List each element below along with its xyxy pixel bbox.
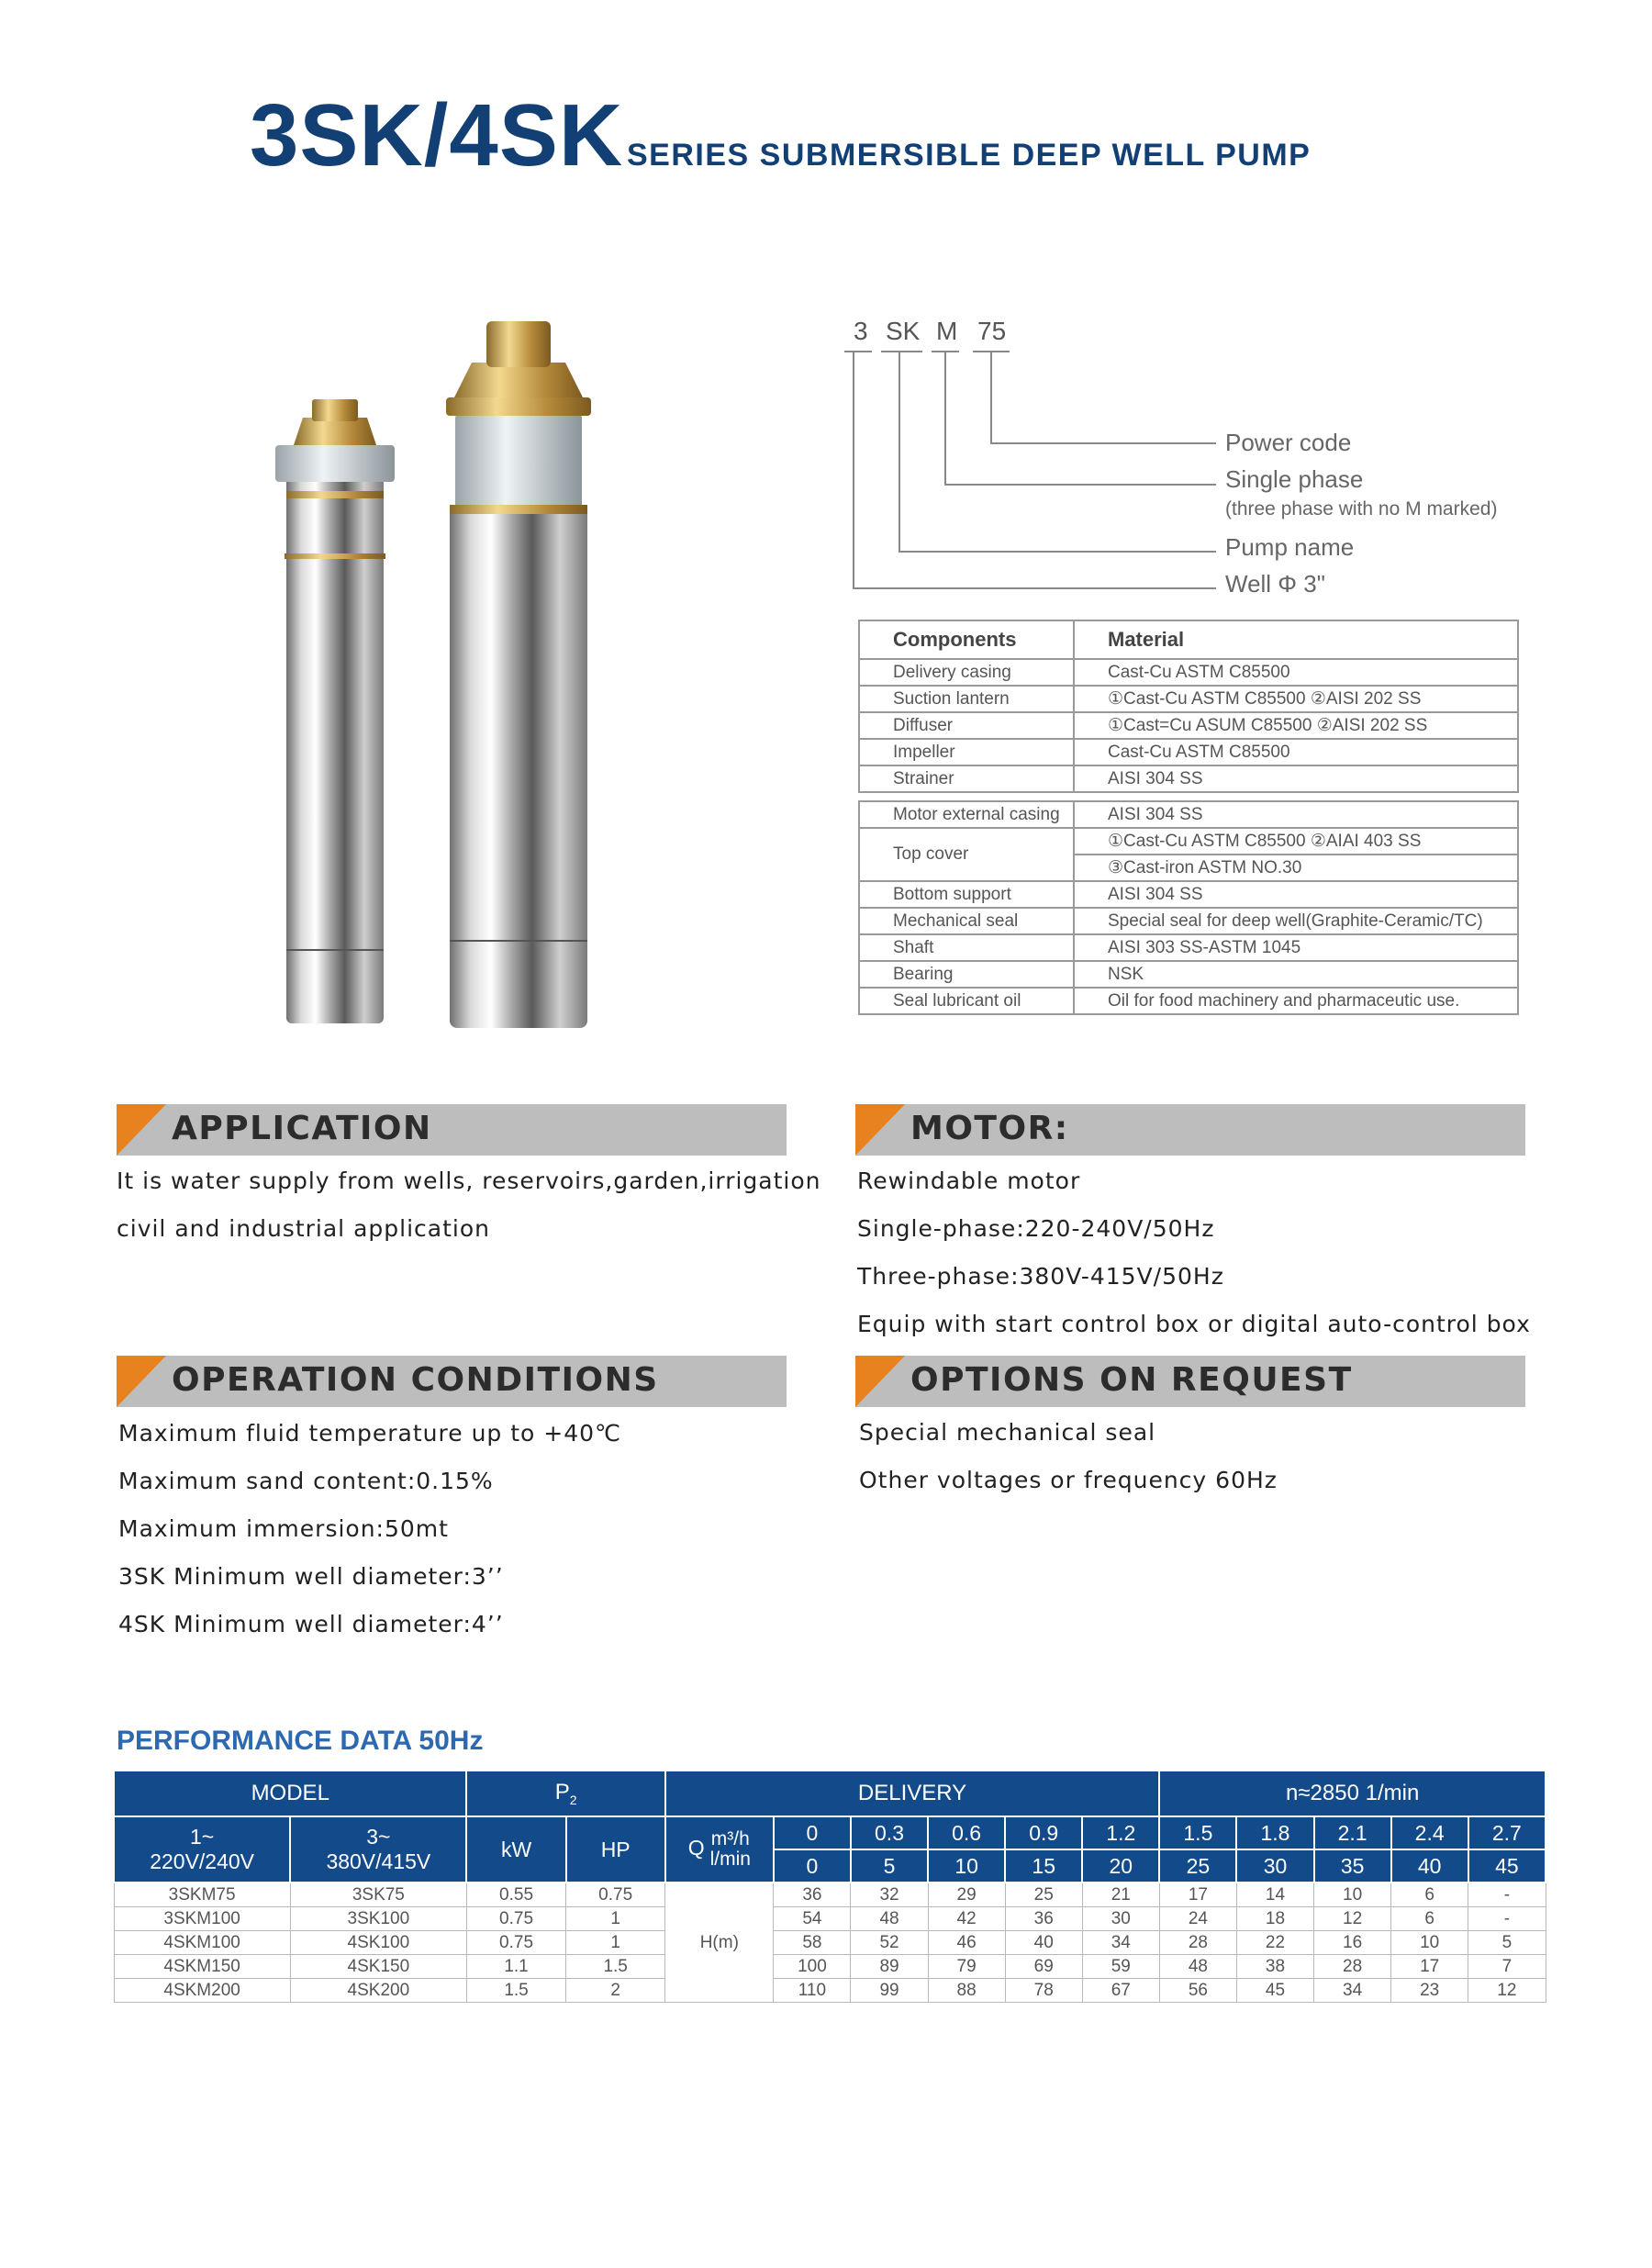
lmin-label: l/min <box>709 1849 751 1870</box>
application-line: civil and industrial application <box>117 1215 490 1242</box>
motor-line: Rewindable motor <box>857 1168 1081 1194</box>
model-3ph: 4SK150 <box>290 1955 466 1979</box>
head-value: 30 <box>1082 1907 1159 1931</box>
code-label-well: Well Φ 3" <box>1225 570 1325 598</box>
flow-m3h: 0 <box>774 1816 851 1849</box>
component-material: AISI 304 SS <box>1074 801 1518 828</box>
power-hp: 0.75 <box>566 1883 665 1907</box>
component-material: ①Cast=Cu ASUM C85500 ②AISI 202 SS <box>1074 712 1518 739</box>
head-value: 10 <box>1391 1931 1468 1955</box>
model-1ph: 3SKM100 <box>114 1907 290 1931</box>
performance-title: PERFORMANCE DATA 50Hz <box>117 1726 484 1756</box>
components-col-header: Components <box>859 620 1074 659</box>
head-value: 40 <box>1005 1931 1082 1955</box>
power-hp: 2 <box>566 1979 665 2003</box>
table-row <box>859 712 1518 739</box>
q-label: Q <box>687 1836 705 1860</box>
p2-header <box>466 1771 664 1816</box>
head-value: 69 <box>1005 1955 1082 1979</box>
head-value: 24 <box>1159 1907 1236 1931</box>
model-1ph: 4SKM100 <box>114 1931 290 1955</box>
power-kw: 1.1 <box>466 1955 565 1979</box>
head-value: 42 <box>928 1907 1005 1931</box>
motor-line: Three-phase:380V-415V/50Hz <box>857 1263 1224 1290</box>
model-header: MODEL <box>114 1771 466 1816</box>
power-kw: 1.5 <box>466 1979 565 2003</box>
component-material: Special seal for deep well(Graphite-Ceramic/TC) <box>1074 908 1518 934</box>
component-name: Impeller <box>859 739 1074 765</box>
component-name: Suction lantern <box>859 686 1074 712</box>
table-row <box>859 739 1518 765</box>
head-value: 23 <box>1391 1979 1468 2003</box>
model-code-lines <box>844 317 1542 610</box>
code-label-phase-note: (three phase with no M marked) <box>1225 498 1498 520</box>
model-3ph: 4SK100 <box>290 1931 466 1955</box>
model-3ph: 3SK75 <box>290 1883 466 1907</box>
flow-lmin: 10 <box>928 1849 1005 1883</box>
component-name: Strainer <box>859 765 1074 792</box>
component-material: Oil for food machinery and pharmaceutic use. <box>1074 988 1518 1014</box>
perf-header-row-2 <box>114 1816 1546 1849</box>
head-value: 18 <box>1236 1907 1313 1931</box>
flow-m3h: 1.2 <box>1082 1816 1159 1849</box>
head-value: 6 <box>1391 1883 1468 1907</box>
flow-lmin: 0 <box>774 1849 851 1883</box>
m3h-label: m³/h <box>710 1827 750 1849</box>
table-row <box>114 1931 1546 1955</box>
component-name: Top cover <box>859 828 1074 881</box>
head-value: 21 <box>1082 1883 1159 1907</box>
flow-m3h: 0.3 <box>851 1816 928 1849</box>
perf-header-row-1 <box>114 1771 1546 1816</box>
head-value: 34 <box>1082 1931 1159 1955</box>
component-material: AISI 304 SS <box>1074 881 1518 908</box>
head-value: 56 <box>1159 1979 1236 2003</box>
code-letter-phase: M <box>936 317 958 345</box>
delivery-header: DELIVERY <box>665 1771 1160 1816</box>
power-hp: 1.5 <box>566 1955 665 1979</box>
head-value: 17 <box>1391 1955 1468 1979</box>
components-table <box>858 620 1519 1015</box>
orange-flag <box>855 1356 905 1407</box>
motor-heading: MOTOR: <box>910 1110 1069 1147</box>
table-row <box>114 1883 1546 1907</box>
component-name: Diffuser <box>859 712 1074 739</box>
component-material: ①Cast-Cu ASTM C85500 ②AISI 202 SS <box>1074 686 1518 712</box>
code-label-power: Power code <box>1225 429 1352 456</box>
component-material: ①Cast-Cu ASTM C85500 ②AIAI 403 SS <box>1074 828 1518 855</box>
model-1ph: 4SKM150 <box>114 1955 290 1979</box>
flow-m3h: 1.5 <box>1159 1816 1236 1849</box>
head-value: 28 <box>1159 1931 1236 1955</box>
single-phase-voltage: 220V/240V <box>150 1849 255 1873</box>
head-value: 25 <box>1005 1883 1082 1907</box>
head-value: 17 <box>1159 1883 1236 1907</box>
operation-line: 3SK Minimum well diameter:3’’ <box>118 1563 504 1590</box>
head-value: 99 <box>851 1979 928 2003</box>
single-phase-symbol: 1~ <box>190 1825 215 1849</box>
head-value: 32 <box>851 1883 928 1907</box>
head-value: 100 <box>774 1955 851 1979</box>
flow-lmin: 45 <box>1468 1849 1546 1883</box>
component-material: Cast-Cu ASTM C85500 <box>1074 739 1518 765</box>
performance-table <box>113 1770 1546 2003</box>
pump-illustration <box>266 307 606 1060</box>
model-1ph: 4SKM200 <box>114 1979 290 2003</box>
component-name: Bottom support <box>859 881 1074 908</box>
large-pump <box>446 321 591 1028</box>
head-value: 14 <box>1236 1883 1313 1907</box>
head-value: 52 <box>851 1931 928 1955</box>
head-value: 12 <box>1314 1907 1391 1931</box>
flow-lmin: 25 <box>1159 1849 1236 1883</box>
table-gap <box>859 792 1518 801</box>
table-row <box>114 1907 1546 1931</box>
flow-lmin: 40 <box>1391 1849 1468 1883</box>
single-phase-header <box>114 1816 290 1883</box>
component-material: AISI 304 SS <box>1074 765 1518 792</box>
head-value: 22 <box>1236 1931 1313 1955</box>
three-phase-header <box>290 1816 466 1883</box>
head-value: 48 <box>851 1907 928 1931</box>
power-hp: 1 <box>566 1931 665 1955</box>
three-phase-symbol: 3~ <box>366 1825 391 1849</box>
head-value: 16 <box>1314 1931 1391 1955</box>
table-row <box>859 961 1518 988</box>
flow-m3h: 2.1 <box>1314 1816 1391 1849</box>
component-material: NSK <box>1074 961 1518 988</box>
operation-line: Maximum immersion:50mt <box>118 1515 449 1542</box>
model-3ph: 4SK200 <box>290 1979 466 2003</box>
flow-m3h: 1.8 <box>1236 1816 1313 1849</box>
speed-header: n≈2850 1/min <box>1159 1771 1546 1816</box>
p2-label: P <box>554 1780 570 1805</box>
head-value: 58 <box>774 1931 851 1955</box>
head-value: 54 <box>774 1907 851 1931</box>
head-label: H(m) <box>665 1883 774 2003</box>
component-name: Shaft <box>859 934 1074 961</box>
power-kw: 0.55 <box>466 1883 565 1907</box>
head-value: 45 <box>1236 1979 1313 2003</box>
flow-m3h: 0.9 <box>1005 1816 1082 1849</box>
table-gap-cell <box>859 792 1518 801</box>
operation-line: 4SK Minimum well diameter:4’’ <box>118 1611 504 1637</box>
head-value: 12 <box>1468 1979 1546 2003</box>
head-value: 7 <box>1468 1955 1546 1979</box>
model-1ph: 3SKM75 <box>114 1883 290 1907</box>
flow-m3h: 0.6 <box>928 1816 1005 1849</box>
table-row <box>859 881 1518 908</box>
flow-lmin: 35 <box>1314 1849 1391 1883</box>
flow-lmin: 20 <box>1082 1849 1159 1883</box>
components-header-row <box>859 620 1518 659</box>
head-value: 67 <box>1082 1979 1159 2003</box>
head-value: 6 <box>1391 1907 1468 1931</box>
table-row <box>859 908 1518 934</box>
head-value: 34 <box>1314 1979 1391 2003</box>
q-header <box>665 1816 774 1883</box>
kw-header: kW <box>466 1816 565 1883</box>
power-hp: 1 <box>566 1907 665 1931</box>
power-kw: 0.75 <box>466 1907 565 1931</box>
code-letter-pump: SK <box>886 317 921 345</box>
orange-flag <box>117 1104 166 1156</box>
operation-header <box>117 1356 787 1407</box>
application-heading: APPLICATION <box>172 1110 432 1147</box>
motor-line: Equip with start control box or digital auto-control box <box>857 1311 1531 1337</box>
flow-m3h: 2.7 <box>1468 1816 1546 1849</box>
head-value: 46 <box>928 1931 1005 1955</box>
power-kw: 0.75 <box>466 1931 565 1955</box>
options-heading: OPTIONS ON REQUEST <box>910 1361 1353 1399</box>
head-value: - <box>1468 1883 1546 1907</box>
model-3ph: 3SK100 <box>290 1907 466 1931</box>
head-value: 29 <box>928 1883 1005 1907</box>
component-name: Bearing <box>859 961 1074 988</box>
head-value: 36 <box>1005 1907 1082 1931</box>
head-value: - <box>1468 1907 1546 1931</box>
head-value: 28 <box>1314 1955 1391 1979</box>
flow-m3h: 2.4 <box>1391 1816 1468 1849</box>
material-col-header: Material <box>1074 620 1518 659</box>
head-value: 59 <box>1082 1955 1159 1979</box>
small-pump <box>275 399 395 1023</box>
component-name: Mechanical seal <box>859 908 1074 934</box>
table-row <box>114 1955 1546 1979</box>
head-value: 78 <box>1005 1979 1082 2003</box>
table-row <box>859 828 1518 855</box>
operation-line: Maximum sand content:0.15% <box>118 1468 494 1494</box>
component-material: AISI 303 SS-ASTM 1045 <box>1074 934 1518 961</box>
head-value: 36 <box>774 1883 851 1907</box>
component-material: ③Cast-iron ASTM NO.30 <box>1074 855 1518 881</box>
application-header <box>117 1104 787 1156</box>
head-value: 88 <box>928 1979 1005 2003</box>
motor-header <box>855 1104 1525 1156</box>
table-row <box>859 659 1518 686</box>
code-label-pump: Pump name <box>1225 533 1355 561</box>
options-line: Other voltages or frequency 60Hz <box>859 1467 1278 1493</box>
table-row <box>114 1979 1546 2003</box>
page-subtitle: SERIES SUBMERSIBLE DEEP WELL PUMP <box>627 138 1312 173</box>
motor-line: Single-phase:220-240V/50Hz <box>857 1215 1215 1242</box>
application-line: It is water supply from wells, reservoirs,garden,irrigation <box>117 1168 821 1194</box>
head-value: 38 <box>1236 1955 1313 1979</box>
options-header <box>855 1356 1525 1407</box>
table-row <box>859 686 1518 712</box>
operation-line: Maximum fluid temperature up to +40℃ <box>118 1420 622 1447</box>
component-name: Seal lubricant oil <box>859 988 1074 1014</box>
code-letter-power: 75 <box>977 317 1007 345</box>
table-row <box>859 934 1518 961</box>
model-code-diagram <box>844 317 1542 610</box>
head-value: 10 <box>1314 1883 1391 1907</box>
head-value: 5 <box>1468 1931 1546 1955</box>
table-row <box>859 988 1518 1014</box>
orange-flag <box>117 1356 166 1407</box>
table-row <box>859 765 1518 792</box>
head-value: 79 <box>928 1955 1005 1979</box>
component-name: Motor external casing <box>859 801 1074 828</box>
table-row <box>859 801 1518 828</box>
component-name: Delivery casing <box>859 659 1074 686</box>
orange-flag <box>855 1104 905 1156</box>
p2-sub: 2 <box>569 1792 577 1807</box>
operation-heading: OPERATION CONDITIONS <box>172 1361 659 1399</box>
page-title: 3SK/4SK <box>250 86 624 184</box>
code-label-phase: Single phase <box>1225 465 1364 493</box>
head-value: 89 <box>851 1955 928 1979</box>
head-value: 48 <box>1159 1955 1236 1979</box>
head-value: 110 <box>774 1979 851 2003</box>
flow-lmin: 15 <box>1005 1849 1082 1883</box>
flow-lmin: 30 <box>1236 1849 1313 1883</box>
code-letter-well: 3 <box>854 317 868 345</box>
hp-header: HP <box>566 1816 665 1883</box>
three-phase-voltage: 380V/415V <box>326 1849 431 1873</box>
flow-lmin: 5 <box>851 1849 928 1883</box>
component-material: Cast-Cu ASTM C85500 <box>1074 659 1518 686</box>
options-line: Special mechanical seal <box>859 1419 1156 1446</box>
